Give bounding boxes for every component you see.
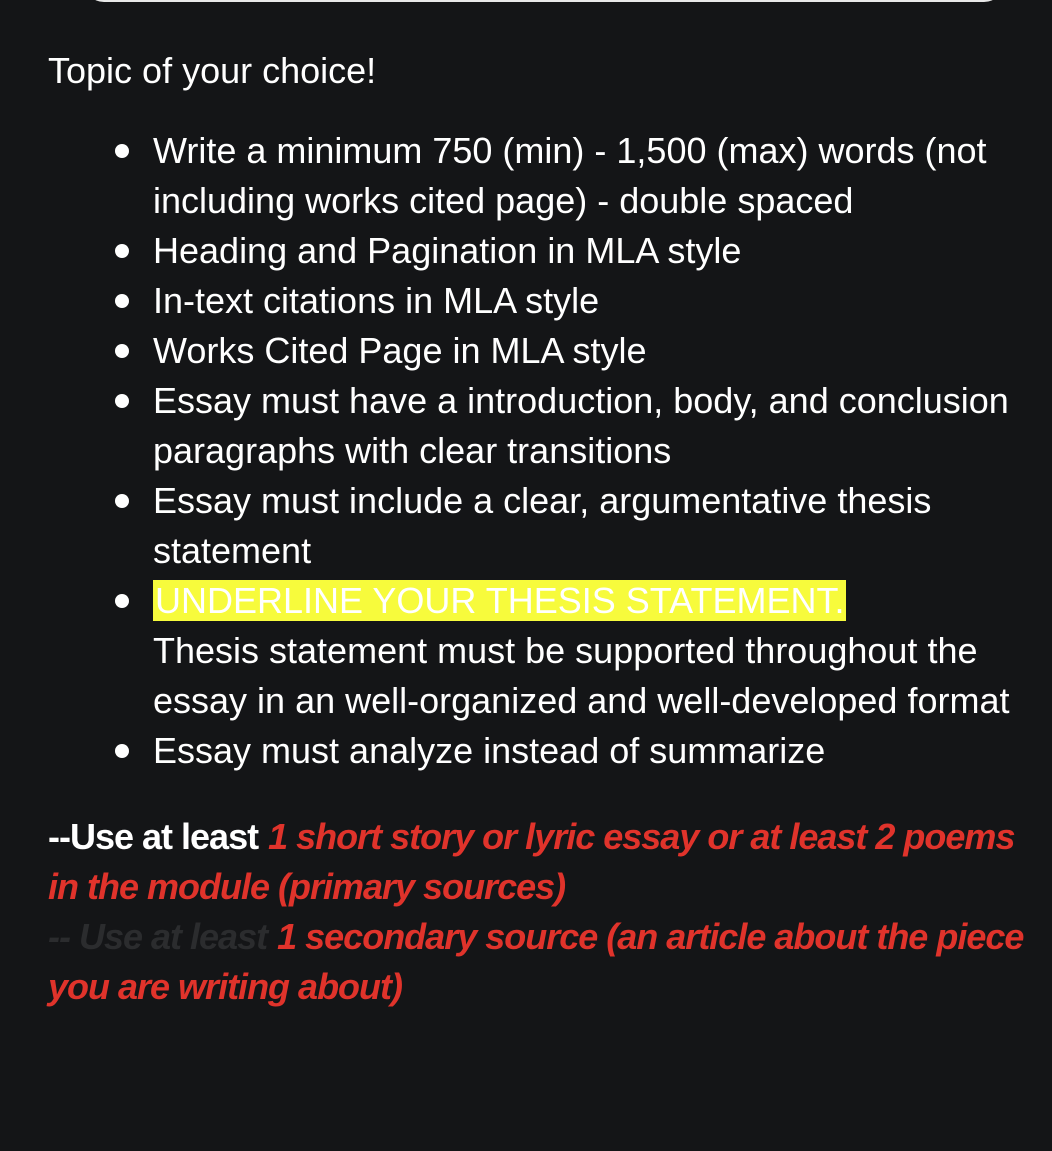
list-item xyxy=(153,226,1038,276)
requirement-text: In-text citations in MLA style xyxy=(153,280,600,321)
list-item xyxy=(153,726,1038,776)
bullet-icon xyxy=(115,394,129,408)
list-item xyxy=(153,276,1038,326)
list-item-thesis xyxy=(153,576,1038,726)
bullet-icon xyxy=(115,144,129,158)
requirement-text: Heading and Pagination in MLA style xyxy=(153,230,742,271)
bullet-icon xyxy=(115,594,129,608)
requirement-text: Essay must include a clear, argumentative thesis statement xyxy=(153,480,932,571)
primary-source-line xyxy=(48,812,1038,912)
list-item xyxy=(153,126,1038,226)
requirement-text: Write a minimum 750 (min) - 1,500 (max) words (not including works cited page) - double spaced xyxy=(153,130,987,221)
list-item xyxy=(153,326,1038,376)
bullet-icon xyxy=(115,344,129,358)
secondary-source-line xyxy=(48,912,1038,1012)
assignment-content xyxy=(48,46,1038,1012)
secondary-source-text: 1 secondary source (an article about the piece you are writing about) xyxy=(48,916,1024,1007)
requirement-text: Essay must have a introduction, body, and conclusion paragraphs with clear transitions xyxy=(153,380,1009,471)
card-top-edge xyxy=(84,0,1004,2)
bullet-icon xyxy=(115,494,129,508)
bullet-icon xyxy=(115,244,129,258)
requirement-text: Works Cited Page in MLA style xyxy=(153,330,647,371)
list-item xyxy=(153,376,1038,476)
requirements-list xyxy=(48,126,1038,776)
list-item xyxy=(153,476,1038,576)
requirement-text: Thesis statement must be supported throughout the essay in an well-organized and well-developed format xyxy=(153,630,1010,721)
bullet-icon xyxy=(115,294,129,308)
primary-source-text: 1 short story or lyric essay or at least 2 poems in the module (primary sources) xyxy=(48,816,1015,907)
requirement-text: Essay must analyze instead of summarize xyxy=(153,730,826,771)
topic-heading: Topic of your choice! xyxy=(48,50,377,91)
primary-lead: --Use at least xyxy=(48,816,259,857)
highlighted-instruction: UNDERLINE YOUR THESIS STATEMENT. xyxy=(155,580,845,621)
sources-section xyxy=(48,812,1038,1012)
secondary-lead: -- Use at least xyxy=(48,916,268,957)
bullet-icon xyxy=(115,744,129,758)
